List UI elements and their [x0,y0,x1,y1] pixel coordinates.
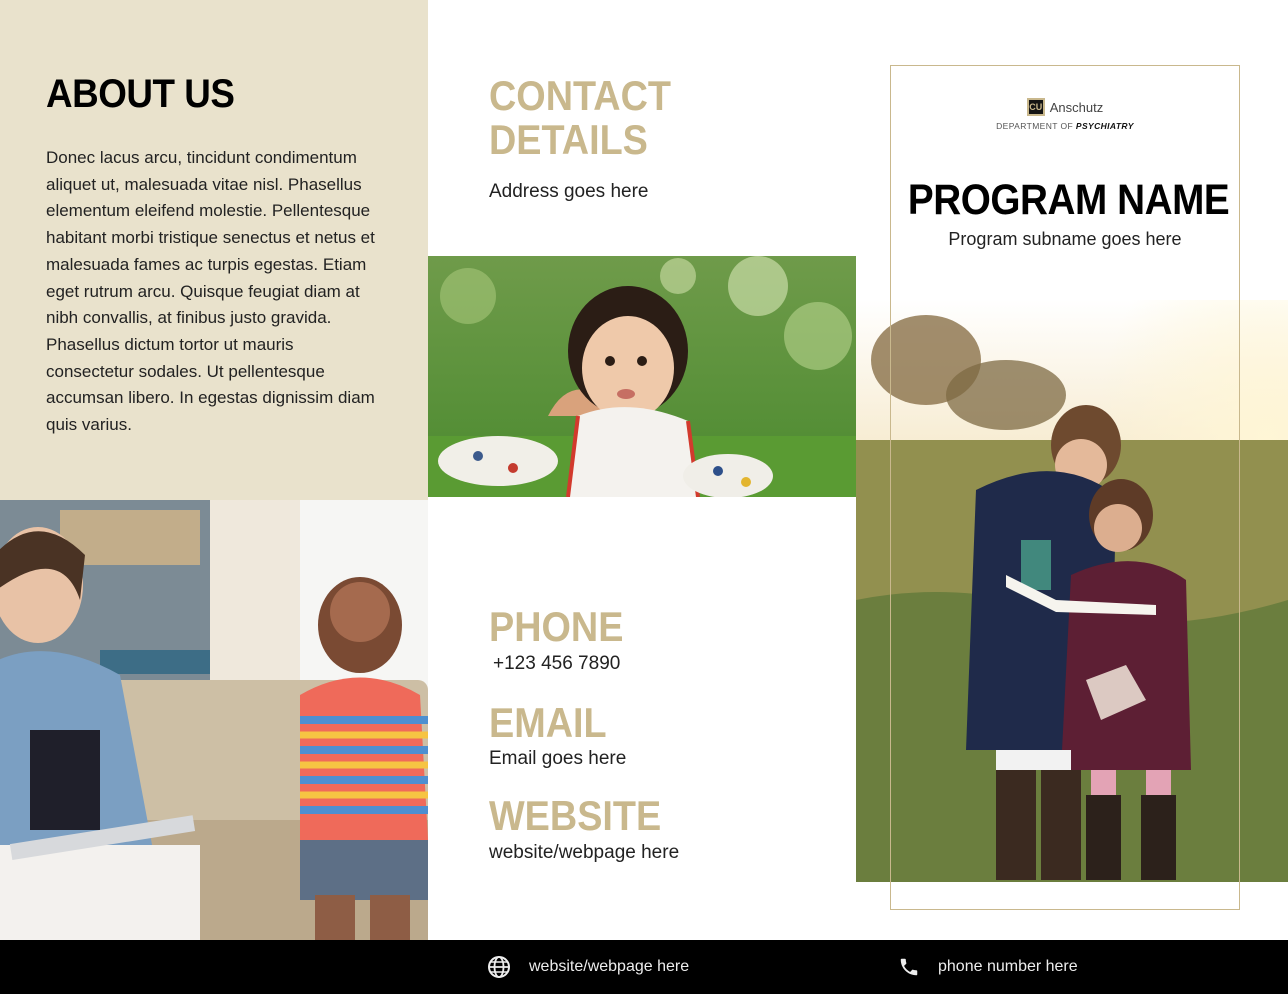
university-logo [990,98,1140,146]
contact-heading-line1: CONTACT [489,72,671,119]
about-title: ABOUT US [46,72,235,116]
footer-phone[interactable] [898,940,1078,994]
email-label: EMAIL [489,699,607,746]
contact-heading-line2: DETAILS [489,116,648,163]
about-body-text: Donec lacus arcu, tincidunt condimentum aliquet ut, malesuada vitae nisl. Phasellus elementum eleifend molestie. Pellentesque habitant morbi tristique senectus et netus et malesuada fames ac turpis egestas. Etiam eget rutrum arcu. Quisque feugiat diam at nibh convallis, at finibus justo gravida. Phasellus dictum tortor ut mauris consectetur sodales. Ut pellentesque accumsan libero. In egestas dignissim diam quis varius. [46,148,375,435]
phone-value: +123 456 7890 [493,653,621,674]
program-name-text: PROGRAM NAME [907,176,1230,224]
footer-website[interactable] [487,940,689,994]
contact-details-heading [489,74,671,162]
logo-name: Anschutz [1049,99,1104,115]
department-line [990,121,1140,131]
website-value: website/webpage here [489,842,680,863]
footer-phone-text: phone number here [938,958,1078,975]
logo-row [990,98,1140,116]
therapy-session-photo [0,500,428,940]
globe-icon [487,955,511,979]
child-on-grass-photo [428,256,856,497]
department-name: PSYCHIATRY [1075,121,1134,131]
website-label: WEBSITE [489,792,662,839]
program-subname: Program subname goes here [948,229,1182,249]
cu-logo-icon: CU [1027,98,1045,116]
phone-icon [898,956,920,978]
phone-label: PHONE [489,603,624,650]
department-prefix: DEPARTMENT OF [996,121,1074,131]
footer-bar [0,940,1288,994]
footer-website-text: website/webpage here [529,958,690,975]
email-value: Email goes here [489,748,627,769]
address-text: Address goes here [489,181,649,202]
program-name-heading [890,176,1240,225]
